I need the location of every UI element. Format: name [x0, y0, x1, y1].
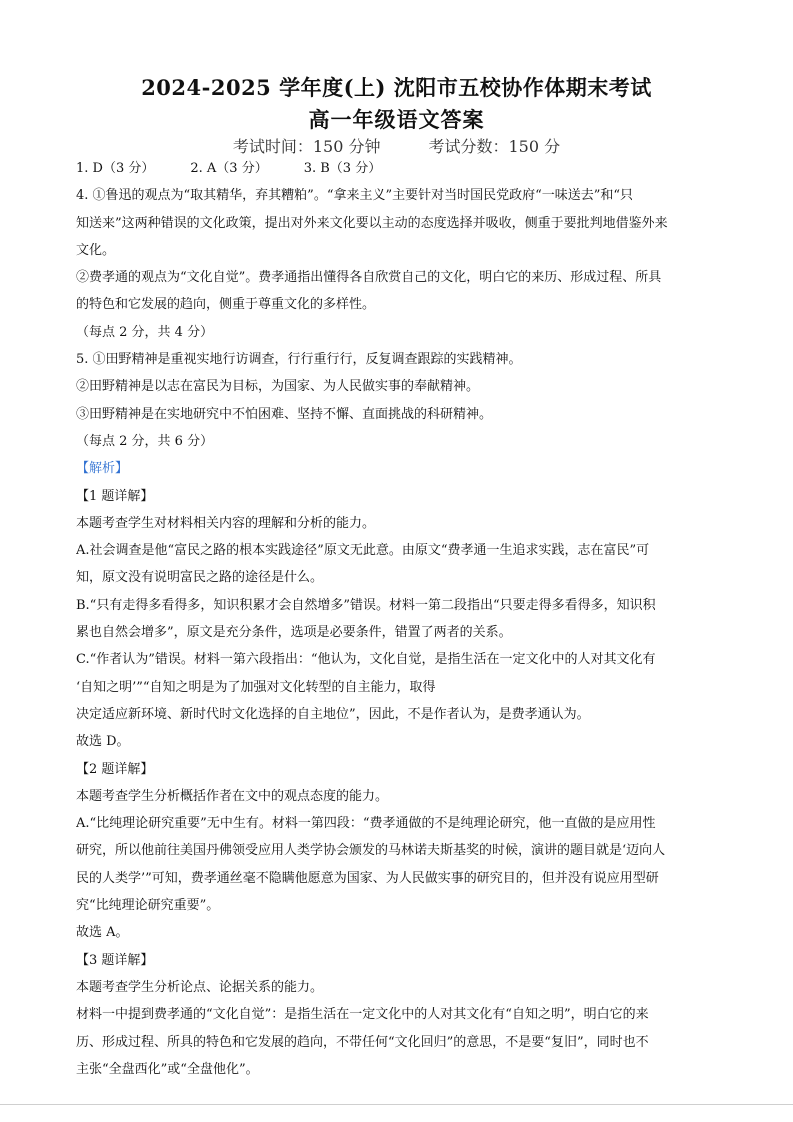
text-line: 材料一中提到费孝通的“文化自觉”：是指生活在一定文化中的人对其文化有“自知之明”，明白它的来 [76, 1007, 649, 1023]
answer-q2: 2. A（3 分） [190, 161, 268, 176]
text-line: 本题考查学生对材料相关内容的理解和分析的能力。 [76, 515, 376, 531]
analysis-label: 【解析】 [76, 461, 129, 477]
text-line: C.“作者认为”错误。材料一第六段指出：“他认为，文化自觉，是指生活在一定文化中的人对其文化有 [76, 652, 656, 668]
answer-q1: 1. D（3 分） [76, 161, 155, 176]
text-line: 决定适应新环境、新时代时文化选择的自主地位”，因此，不是作者认为，是费孝通认为。 [76, 706, 590, 722]
text-line: 5. ①田野精神是重视实地行访调查，行行重行行，反复调查跟踪的实践精神。 [76, 352, 522, 368]
text-line: 主张“全盘西化”或“全盘他化”。 [76, 1061, 259, 1077]
exam-info [0, 134, 793, 157]
text-line: 4. ①鲁迅的观点为“取其精华，弃其糟粕”。“拿来主义”主要针对当时国民党政府“一味送去”和“只 [76, 188, 634, 204]
text-line: ②田野精神是以志在富民为目标，为国家、为人民做实事的奉献精神。 [76, 379, 480, 395]
text-line: A.“比纯理论研究重要”无中生有。材料一第四段：“费孝通做的不是纯理论研究，他一直做的是应用性 [76, 816, 656, 832]
text-line: ③田野精神是在实地研究中不怕困难、坚持不懈、直面挑战的科研精神。 [76, 406, 493, 422]
text-line: 的特色和它发展的趋向，侧重于尊重文化的多样性。 [76, 297, 376, 313]
section-heading: 【1 题详解】 [76, 488, 154, 504]
text-line: 故选 A。 [76, 925, 129, 941]
text-line: A.社会调查是他“富民之路的根本实践途径”原文无此意。由原文“费孝通一生追求实践，志在富民”可 [76, 543, 650, 559]
page-bottom-divider [0, 1104, 793, 1105]
text-line: 研究，所以他前往美国丹佛领受应用人类学协会颁发的马林诺夫斯基奖的时候，演讲的题目就是‘迈向人 [76, 843, 666, 859]
exam-score: 考试分数：150 分 [428, 137, 561, 156]
text-line: 知，原文没有说明富民之路的途径是什么。 [76, 570, 324, 586]
text-line: 究“比纯理论研究重要”。 [76, 898, 220, 914]
document-title: 2024-2025 学年度(上) 沈阳市五校协作体期末考试 [141, 75, 652, 100]
text-line: 累也自然会增多”，原文是充分条件，选项是必要条件，错置了两者的关系。 [76, 625, 512, 641]
text-line: 知送来”这两种错误的文化政策，提出对外来文化要以主动的态度选择并吸收，侧重于要批判地借鉴外来 [76, 215, 668, 231]
answer-q3: 3. B（3 分） [303, 161, 382, 176]
text-line: 历、形成过程、所具的特色和它发展的趋向，不带任何“文化回归”的意思，不是要“复旧”，同时也不 [76, 1034, 649, 1050]
document-subtitle: 高一年级语文答案 [308, 107, 485, 132]
exam-time: 考试时间：150 分钟 [232, 137, 381, 156]
text-line: B.“只有走得多看得多，知识积累才会自然增多”错误。材料一第二段指出“只要走得多看得多，知识积 [76, 597, 656, 613]
text-line: 本题考查学生分析概括作者在文中的观点态度的能力。 [76, 788, 389, 804]
text-line: 民的人类学’”可知，费孝通丝毫不隐瞒他愿意为国家、为人民做实事的研究目的，但并没有说应用型研 [76, 870, 659, 886]
text-line: （每点 2 分，共 6 分） [76, 433, 214, 449]
section-heading: 【3 题详解】 [76, 952, 154, 968]
text-line: 文化。 [76, 242, 116, 258]
choice-answers [76, 155, 724, 182]
text-line: ②费孝通的观点为“文化自觉”。费孝通指出懂得各自欣赏自己的文化，明白它的来历、形成过程、所具 [76, 270, 662, 286]
text-line: ‘自知之明’”“自知之明是为了加强对文化转型的自主能力，取得 [76, 679, 436, 695]
text-line: 本题考查学生分析论点、论据关系的能力。 [76, 979, 324, 995]
section-heading: 【2 题详解】 [76, 761, 154, 777]
text-line: （每点 2 分，共 4 分） [76, 324, 214, 340]
answer-body [76, 155, 724, 1083]
text-line: 故选 D。 [76, 734, 130, 750]
